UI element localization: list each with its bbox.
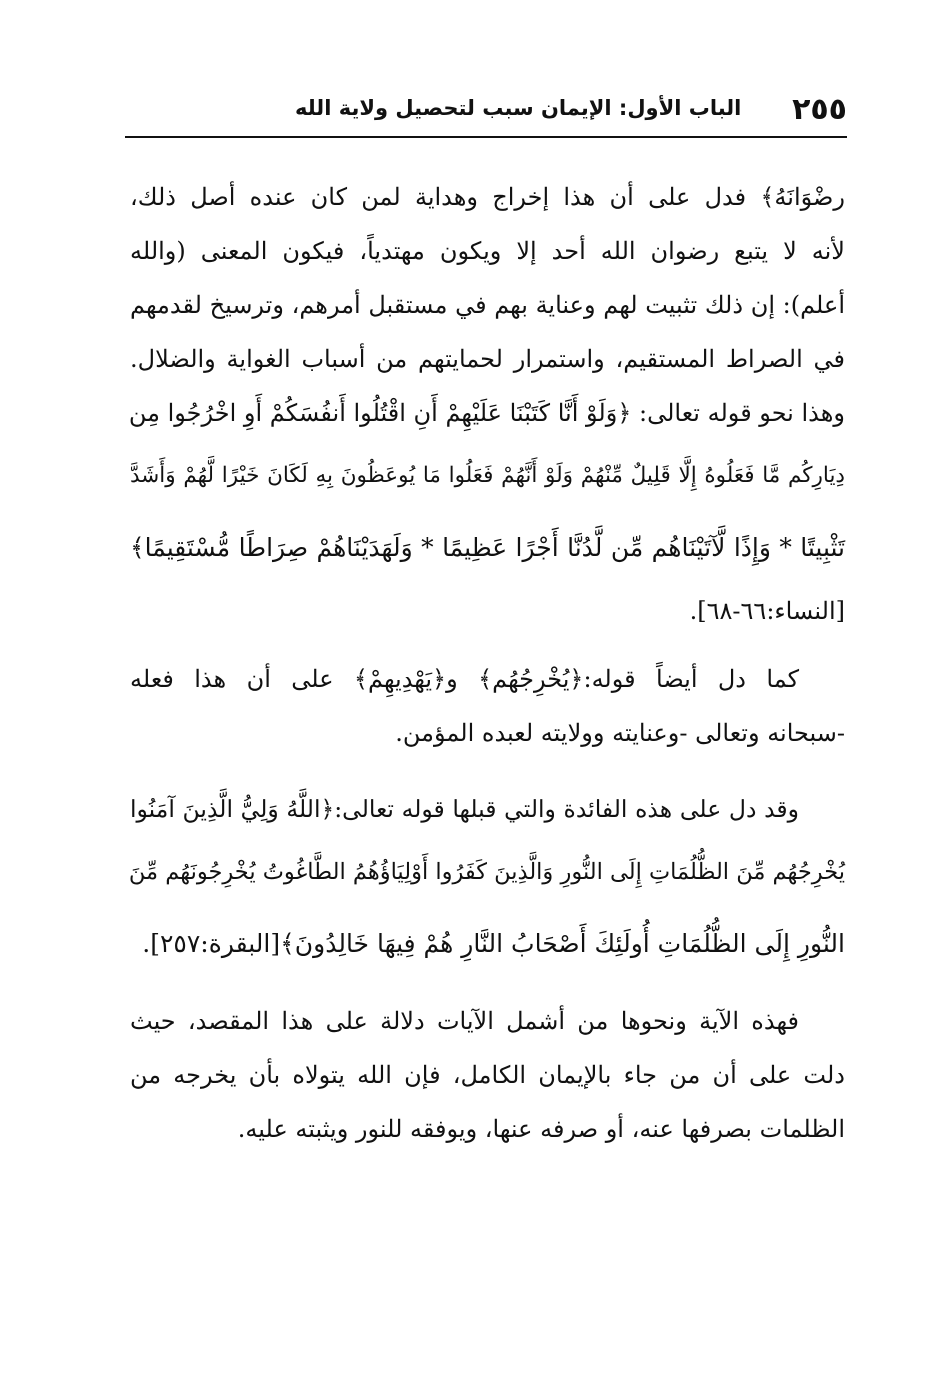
paragraph-4: [130, 782, 845, 980]
paragraph-3: [130, 652, 845, 760]
text-line: دلت على أن من جاء بالإيمان الكامل، فإن الله يتولاه بأن يخرجه من: [130, 1061, 845, 1089]
text-line: فهذه الآية ونحوها من أشمل الآيات دلالة على هذا المقصد، حيث: [130, 1007, 799, 1035]
text-line: أعلم): إن ذلك تثبيت لهم وعناية بهم في مستقبل أمرهم، وترسيخ لقدمهم: [130, 291, 845, 319]
running-title: الباب الأول: الإيمان سبب لتحصيل ولاية الله: [295, 96, 742, 120]
page-number: ٢٥٥: [792, 92, 847, 127]
quran-verse-line: النُّورِ إِلَى الظُّلُمَاتِ أُولَئِكَ أَصْحَابُ النَّارِ هُمْ فِيهَا خَالِدُونَ﴾[البقرة:٢٥٧].: [142, 929, 845, 958]
text-line: وهذا نحو قوله تعالى: ﴿وَلَوْ أَنَّا كَتَبْنَا عَلَيْهِمْ أَنِ اقْتُلُوا أَنفُسَكُمْ أَوِ اخْرُجُوا مِن: [128, 399, 845, 427]
paragraph-1: [130, 170, 845, 386]
quran-verse-line: تَثْبِيتًا * وَإِذًا لَّآتَيْنَاهُم مِّن لَّدُنَّا أَجْرًا عَظِيمًا * وَلَهَدَيْنَاهُمْ صِرَاطًا مُّسْتَقِيمًا﴾: [130, 533, 845, 562]
text-line: لأنه لا يتبع رضوان الله أحد إلا ويكون مهتدياً، فيكون المعنى (والله: [130, 237, 845, 265]
page-header: [125, 92, 847, 134]
header-rule: [125, 136, 847, 138]
text-line: في الصراط المستقيم، واستمرار لحمايتهم من أسباب الغواية والضلال.: [130, 345, 845, 373]
quran-verse-line: يُخْرِجُهُم مِّنَ الظُّلُمَاتِ إِلَى النُّورِ وَالَّذِينَ كَفَرُوا أَوْلِيَاؤُهُمُ الطَّاغُوتُ يُخْرِجُونَهُم مِّنَ: [128, 859, 845, 885]
quran-verse-line: دِيَارِكُم مَّا فَعَلُوهُ إِلَّا قَلِيلٌ مِّنْهُمْ وَلَوْ أَنَّهُمْ فَعَلُوا مَا يُوعَظُونَ بِهِ لَكَانَ خَيْرًا لَّهُمْ وَأَشَدَّ: [130, 463, 845, 488]
text-line: كما دل أيضاً قوله:﴿يُخْرِجُهُم﴾ و﴿يَهْدِيهِمْ﴾ على أن هذا فعله: [130, 665, 799, 693]
text-line: الظلمات بصرفها عنه، أو صرفه عنها، ويوفقه للنور ويثبته عليه.: [237, 1115, 845, 1143]
text-line: رضْوَانَهُ﴾ فدل على أن هذا إخراج وهداية لمن كان عنده أصل ذلك،: [130, 183, 845, 211]
verse-reference: [النساء:٦٦-٦٨].: [689, 597, 845, 625]
text-line: -سبحانه وتعالى -وعنايته وولايته لعبده المؤمن.: [395, 719, 845, 747]
page-body: [130, 170, 845, 1156]
paragraph-2: [130, 386, 845, 638]
text-line: وقد دل على هذه الفائدة والتي قبلها قوله تعالى:﴿اللَّهُ وَلِيُّ الَّذِينَ آمَنُوا: [130, 795, 799, 823]
paragraph-5: [130, 994, 845, 1156]
